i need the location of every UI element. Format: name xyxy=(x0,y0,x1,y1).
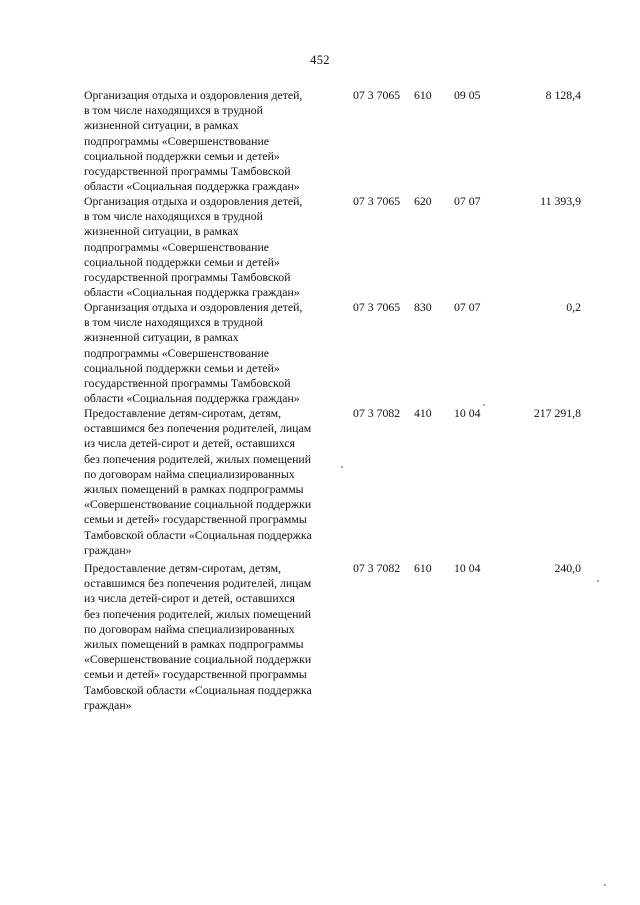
description-line: без попечения родителей, жилых помещений xyxy=(84,606,312,621)
description-line: области «Социальная поддержка граждан» xyxy=(84,179,300,194)
description-line: Тамбовской области «Социальная поддержка xyxy=(84,527,312,542)
description-line: области «Социальная поддержка граждан» xyxy=(84,391,300,406)
description-line: жизненной ситуации, в рамках xyxy=(84,330,239,345)
row-description xyxy=(84,561,342,713)
scan-speck xyxy=(341,466,343,468)
description-line: государственной программы Тамбовской xyxy=(84,376,291,391)
target-article-code: 07 3 7082 xyxy=(353,561,401,575)
target-article-code: 07 3 7065 xyxy=(353,88,401,102)
description-line: по договорам найма специализированных xyxy=(84,466,295,481)
target-article-code: 07 3 7065 xyxy=(353,300,401,314)
section-code: 09 05 xyxy=(454,88,481,102)
section-code: 07 07 xyxy=(454,300,481,314)
amount: 240,0 xyxy=(554,561,581,575)
description-line: без попечения родителей, жилых помещений xyxy=(84,451,312,466)
scan-speck xyxy=(604,884,606,886)
description-line: «Совершенствование социальной поддержки xyxy=(84,497,312,512)
description-line: государственной программы Тамбовской xyxy=(84,270,291,285)
expense-type-code: 620 xyxy=(414,194,432,208)
description-line: в том числе находящихся в трудной xyxy=(84,315,263,330)
description-line: граждан» xyxy=(84,542,132,557)
amount: 11 393,9 xyxy=(540,194,581,208)
expense-type-code: 410 xyxy=(414,406,432,420)
description-line: Предоставление детям-сиротам, детям, xyxy=(84,561,282,575)
description-line: семьи и детей» государственной программы xyxy=(84,512,307,527)
target-article-code: 07 3 7082 xyxy=(353,406,401,420)
description-line: государственной программы Тамбовской xyxy=(84,164,291,179)
amount: 8 128,4 xyxy=(545,88,581,102)
description-line: жилых помещений в рамках подпрограммы xyxy=(84,637,304,652)
description-line: из числа детей-сирот и детей, оставшихся xyxy=(84,436,295,451)
description-line: Предоставление детям-сиротам, детям, xyxy=(84,406,282,420)
description-line: социальной поддержки семьи и детей» xyxy=(84,148,280,163)
description-line: жизненной ситуации, в рамках xyxy=(84,224,239,239)
amount: 0,2 xyxy=(566,300,581,314)
description-line: из числа детей-сирот и детей, оставшихся xyxy=(84,591,295,606)
scan-speck xyxy=(597,580,599,582)
row-description xyxy=(84,406,342,558)
scan-speck xyxy=(483,404,485,406)
row-description xyxy=(84,300,342,406)
description-line: подпрограммы «Совершенствование xyxy=(84,133,269,148)
description-line: жизненной ситуации, в рамках xyxy=(84,118,239,133)
section-code: 10 04 xyxy=(454,561,481,575)
description-line: семьи и детей» государственной программы xyxy=(84,667,307,682)
description-line: подпрограммы «Совершенствование xyxy=(84,345,269,360)
section-code: 10 04 xyxy=(454,406,481,420)
description-line: в том числе находящихся в трудной xyxy=(84,209,263,224)
target-article-code: 07 3 7065 xyxy=(353,194,401,208)
description-line: в том числе находящихся в трудной xyxy=(84,103,263,118)
description-line: «Совершенствование социальной поддержки xyxy=(84,652,312,667)
description-line: по договорам найма специализированных xyxy=(84,621,295,636)
description-line: граждан» xyxy=(84,697,132,712)
description-line: Организация отдыха и оздоровления детей, xyxy=(84,300,303,314)
description-line: Тамбовской области «Социальная поддержка xyxy=(84,682,312,697)
description-line: оставшимся без попечения родителей, лицам xyxy=(84,576,312,591)
row-description xyxy=(84,194,342,300)
description-line: Организация отдыха и оздоровления детей, xyxy=(84,88,303,102)
description-line: Организация отдыха и оздоровления детей, xyxy=(84,194,303,208)
row-description xyxy=(84,88,342,194)
description-line: подпрограммы «Совершенствование xyxy=(84,239,269,254)
expense-type-code: 610 xyxy=(414,561,432,575)
page-number: 452 xyxy=(310,53,330,67)
expense-type-code: 610 xyxy=(414,88,432,102)
description-line: области «Социальная поддержка граждан» xyxy=(84,285,300,300)
description-line: социальной поддержки семьи и детей» xyxy=(84,360,280,375)
description-line: оставшимся без попечения родителей, лицам xyxy=(84,421,312,436)
expense-type-code: 830 xyxy=(414,300,432,314)
description-line: жилых помещений в рамках подпрограммы xyxy=(84,482,304,497)
description-line: социальной поддержки семьи и детей» xyxy=(84,254,280,269)
section-code: 07 07 xyxy=(454,194,481,208)
amount: 217 291,8 xyxy=(533,406,581,420)
